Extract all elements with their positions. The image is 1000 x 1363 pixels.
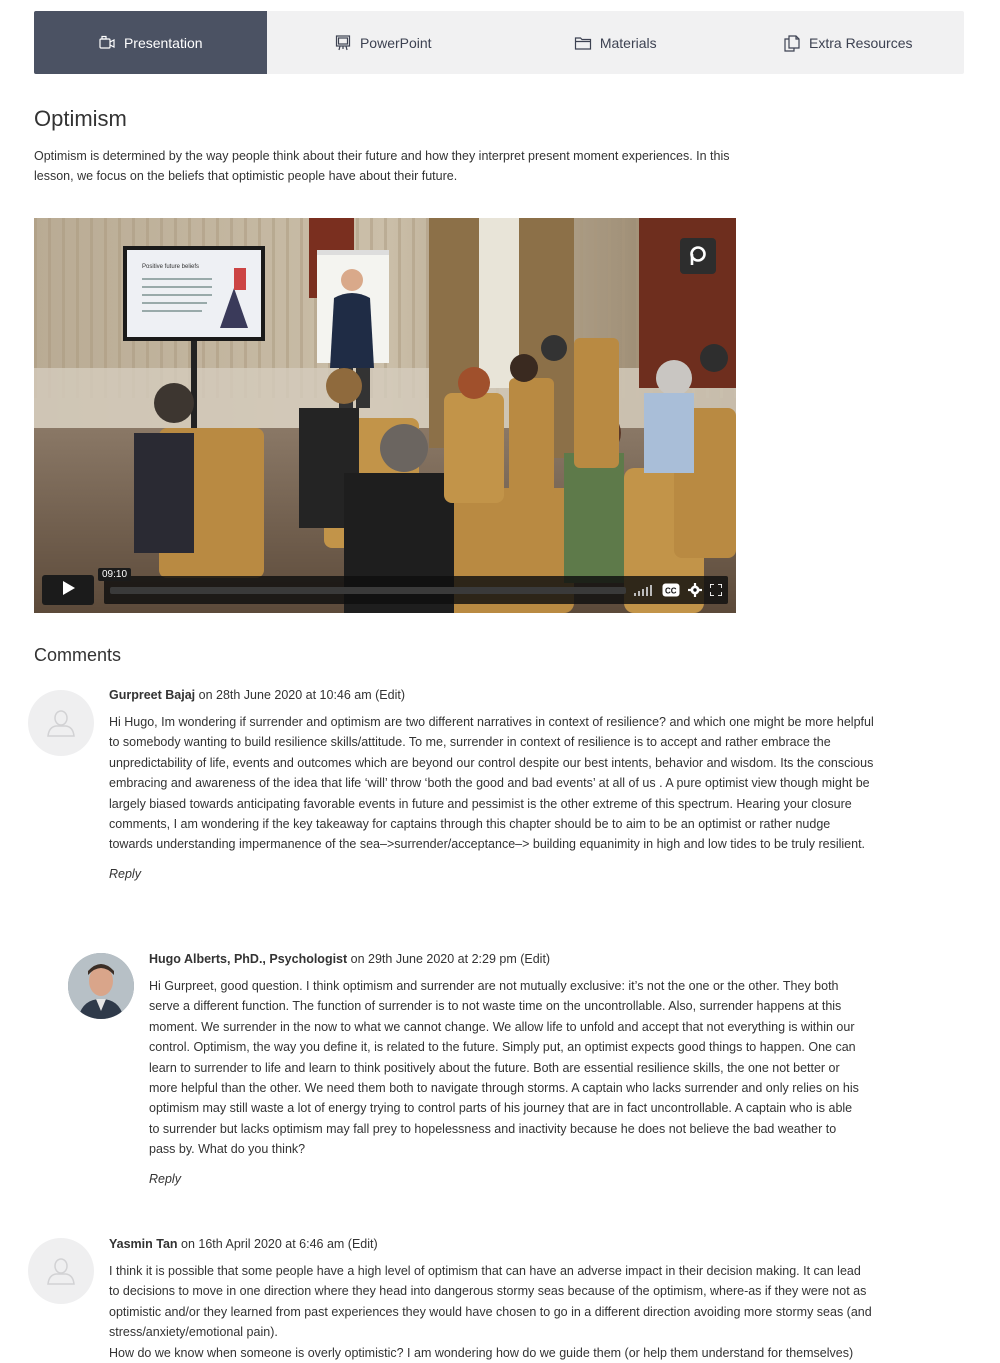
folder-icon (574, 34, 592, 52)
video-player[interactable] (34, 218, 736, 613)
play-icon (60, 580, 76, 601)
documents-icon (783, 34, 801, 52)
lesson-intro: Optimism is determined by the way people think about their future and how they interpret present moment experiences. In this lesson, we focus on the beliefs that optimistic people have about their future. (34, 149, 730, 183)
tab-label: PowerPoint (359, 34, 432, 51)
video-camera-icon (98, 34, 116, 52)
slide-heading: Positive future beliefs (142, 264, 200, 270)
tab-label: Presentation (123, 34, 203, 51)
comment-author: Hugo Alberts, PhD., Psychologist (149, 952, 348, 966)
video-progress-area (102, 569, 728, 604)
user-placeholder-icon (43, 1253, 79, 1289)
avatar (28, 690, 94, 756)
play-button[interactable] (42, 575, 94, 605)
tab-presentation[interactable] (34, 11, 267, 74)
closed-captions-icon[interactable] (662, 583, 680, 597)
comment-body: Hi Hugo, Im wondering if surrender and optimism are two different narratives in context of resilience? and which one might be more helpful to somebody wanting to build resilience skills/attitude. To me, surrender in context of resilience is to accept and rather embrace the unpredictability of life, events and outcomes which are beyond our control despite our best intents, behavior and wisdom. Its the conscious embracing and awareness of the idea that life ‘will’ throw ‘both the good and bad events’ at all of us . A pure optimist view though might be largely biased towards anticipating favorable events in future and pessimist is the other extreme of this spectrum. Hearing your closure comments, I am wondering if the key takeaway for captains through this chapter should be to aim to be an optimist or rather nudge towards understanding impermanence of the sea–>surrender/acceptance–> building equanimity in high and low tides to be truly resilient. (109, 715, 874, 852)
tab-label: Materials (599, 34, 657, 51)
user-placeholder-icon (43, 705, 79, 741)
comment-author: Yasmin Tan (109, 1237, 178, 1251)
comment-meta: on 16th April 2020 at 6:46 am (Edit) (177, 1237, 378, 1251)
comment-body: I think it is possible that some people have a high level of optimism that can have an adverse impact in their decision making. It can lead to decisions to move in one direction where they head into dangerous stormy seas because of the optimism, where-as if they were not as optimistic and/or they learned from past experiences they would have chosen to go in a different direction avoiding more stormy seas (and stress/anxiety/emotional pain). (109, 1264, 872, 1340)
video-scrubber[interactable] (110, 587, 626, 594)
avatar (28, 1238, 94, 1304)
author-photo (68, 953, 134, 1019)
positivepsychology-logo (680, 238, 716, 274)
settings-icon[interactable] (688, 583, 702, 597)
video-frame-scene (34, 218, 736, 613)
svg-text:CC: CC (665, 586, 677, 596)
tab-extra-resources[interactable] (732, 11, 965, 74)
volume-icon[interactable] (634, 584, 654, 596)
tab-materials[interactable] (499, 11, 732, 74)
page-title: Optimism (34, 106, 127, 131)
comment-author: Gurpreet Bajaj (109, 688, 196, 702)
video-controls (42, 569, 728, 605)
comments-heading: Comments (34, 645, 122, 665)
comment-meta: on 29th June 2020 at 2:29 pm (Edit) (347, 952, 551, 966)
reply-link[interactable]: Reply (149, 1171, 181, 1186)
comment-meta: on 28th June 2020 at 10:46 am (Edit) (195, 688, 406, 702)
fullscreen-icon[interactable] (710, 584, 722, 596)
presentation-board-icon (334, 34, 352, 52)
tab-label: Extra Resources (809, 34, 913, 51)
avatar (68, 953, 134, 1019)
reply-link[interactable]: Reply (109, 866, 141, 881)
tab-powerpoint[interactable] (267, 11, 500, 74)
comment-body: Hi Gurpreet, good question. I think optimism and surrender are not mutually exclusive: it’s not the one or the other. They both serve a different function. The function of surrender is to not waste time on the uncontrollable. Also, surrender happens at this moment. We surrender in the now to what we cannot change. We allow life to unfold and accept that not everything is within our control. Optimism, the way you define it, is related to the future. Simply put, an optimist expects good things to happen. One can learn to surrender to life and learn to think positively about the future. Both are essential resilience skills, the one not better or more helpful than the other. We need them both to navigate through storms. A captain who lacks surrender and only relies on his optimism may still waste a lot of energy trying to control parts of his journey that are in fact uncontrollable. A captain who is able to surrender but lacks optimism may fall prey to hopelessness and inactivity because he does not believe the bad weather to pass by. What do you think? (149, 979, 859, 1157)
comment-body-continued: How do we know when someone is overly optimistic? I am wondering how do we guide them (or help them understand for themselves) (109, 1345, 854, 1360)
tab-bar (34, 11, 964, 74)
video-duration: 09:10 (98, 568, 131, 581)
